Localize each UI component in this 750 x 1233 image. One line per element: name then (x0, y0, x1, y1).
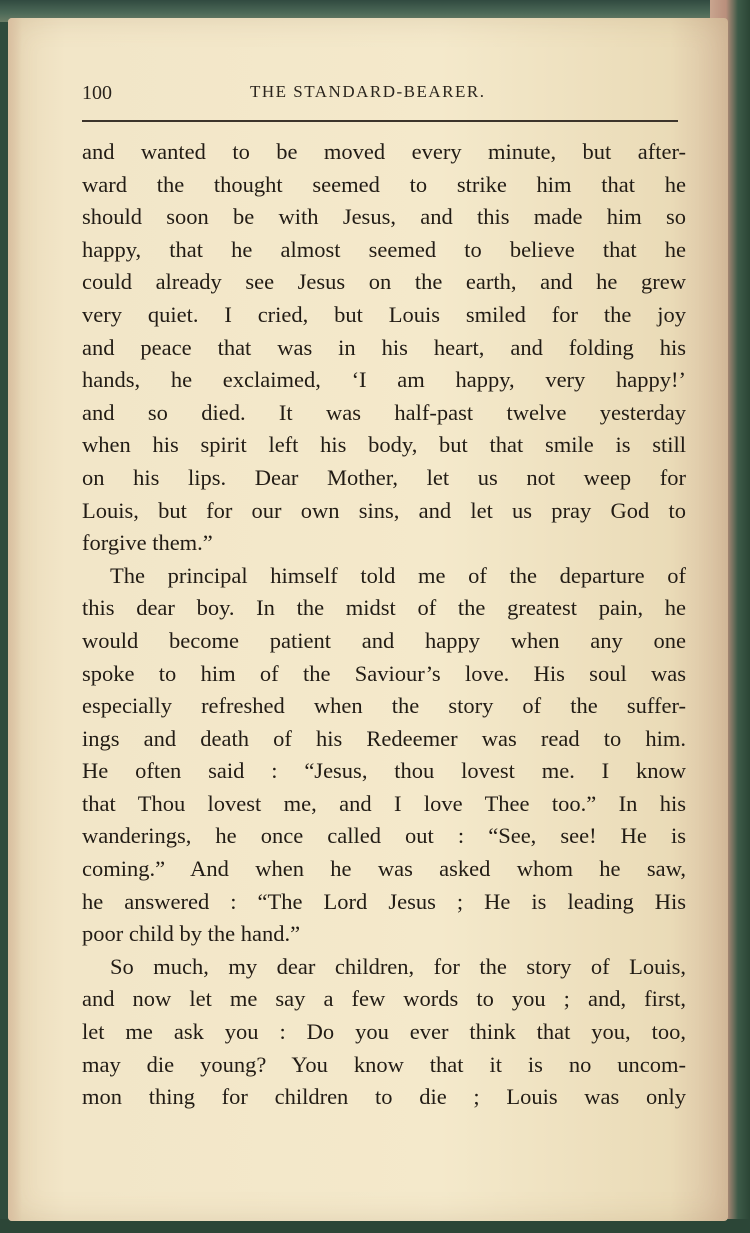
running-head: THE STANDARD-BEARER. (250, 82, 486, 101)
text-line: spoke to him of the Saviour’s love. His soul was (82, 660, 686, 686)
text-line: when his spirit left his body, but that smile is still (82, 432, 686, 458)
text-line: wanderings, he once called out : “See, see! He is (82, 823, 686, 849)
text-line: ings and death of his Redeemer was read to him. (82, 725, 686, 751)
text-line: could already see Jesus on the earth, and he grew (82, 269, 686, 295)
text-line: poor child by the hand.” (82, 921, 301, 947)
text-line: and peace that was in his heart, and folding his (82, 334, 686, 360)
text-line: hands, he exclaimed, ‘I am happy, very happy!’ (82, 367, 686, 393)
page-header (82, 82, 680, 112)
text-line: and so died. It was half-past twelve yesterday (82, 399, 686, 425)
text-line: would become patient and happy when any one (82, 627, 686, 653)
text-line: let me ask you : Do you ever think that you, too, (82, 1019, 686, 1045)
text-line: coming.” And when he was asked whom he saw, (82, 856, 686, 882)
text-line: should soon be with Jesus, and this made him so (82, 204, 686, 230)
text-line: may die young? You know that it is no uncom- (82, 1051, 686, 1077)
text-line: especially refreshed when the story of the suffer- (82, 693, 686, 719)
header-rule (82, 120, 678, 122)
text-line: forgive them.” (82, 530, 213, 556)
text-line: ward the thought seemed to strike him that he (82, 171, 686, 197)
text-line: The principal himself told me of the departure of (110, 562, 686, 588)
page-number: 100 (82, 82, 112, 104)
text-line: and wanted to be moved every minute, but after- (82, 139, 686, 164)
body-text (82, 136, 686, 1114)
text-line: and now let me say a few words to you ; and, first, (82, 986, 686, 1012)
text-line: So much, my dear children, for the story of Louis, (110, 953, 686, 979)
text-line: very quiet. I cried, but Louis smiled for the joy (82, 301, 686, 327)
text-line: mon thing for children to die ; Louis was only (82, 1084, 686, 1110)
page-gutter-shadow (8, 18, 22, 1221)
book-bottom-edge (0, 1219, 750, 1233)
text-line: on his lips. Dear Mother, let us not weep for (82, 464, 686, 490)
text-line: happy, that he almost seemed to believe that he (82, 236, 686, 262)
text-line: Louis, but for our own sins, and let us pray God to (82, 497, 686, 523)
text-line: he answered : “The Lord Jesus ; He is leading His (82, 888, 686, 914)
text-line: that Thou lovest me, and I love Thee too.” In his (82, 790, 686, 816)
text-line: He often said : “Jesus, thou lovest me. I know (82, 758, 686, 784)
text-line: this dear boy. In the midst of the greatest pain, he (82, 595, 686, 621)
